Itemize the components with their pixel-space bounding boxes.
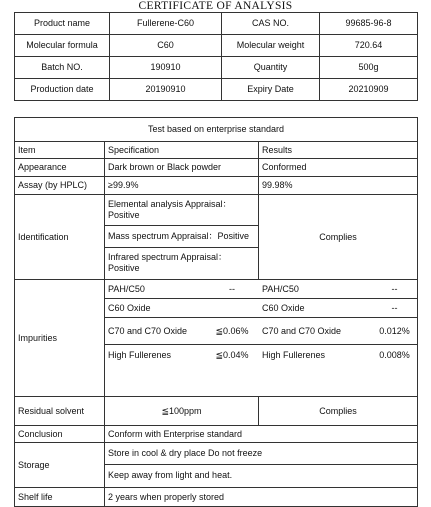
impurity-row bbox=[105, 318, 418, 345]
identification-spec-infrared: Infrared spectrum Appraisal：Positive bbox=[108, 252, 228, 273]
identification-row bbox=[15, 195, 418, 280]
impurity-name: High Fullerenes bbox=[262, 349, 326, 360]
info-row bbox=[15, 13, 418, 35]
standard-note: Test based on enterprise standard bbox=[15, 118, 418, 142]
storage-line: Keep away from light and heat. bbox=[108, 470, 233, 480]
info-row bbox=[15, 79, 418, 101]
impurity-result: 0.008% bbox=[379, 349, 410, 360]
residual-solvent-label: Residual solvent bbox=[15, 397, 105, 426]
impurity-limit bbox=[205, 299, 259, 318]
production-date-value: 20190910 bbox=[110, 79, 222, 101]
assay-label: Assay (by HPLC) bbox=[15, 177, 105, 195]
document-title: CERTIFICATE OF ANALYSIS bbox=[138, 0, 293, 12]
product-name-label: Product name bbox=[15, 13, 110, 35]
assay-result: 99.98% bbox=[259, 177, 418, 195]
impurity-row bbox=[105, 345, 418, 366]
formula-label: Molecular formula bbox=[15, 35, 110, 57]
residual-solvent-row bbox=[15, 397, 418, 426]
assay-row bbox=[15, 177, 418, 195]
impurity-result: 0.012% bbox=[371, 318, 418, 345]
batch-value: 190910 bbox=[110, 57, 222, 79]
impurity-limit: ≦0.06% bbox=[205, 318, 259, 345]
quantity-label: Quantity bbox=[222, 57, 320, 79]
column-header-row bbox=[15, 142, 418, 159]
appearance-result: Conformed bbox=[259, 159, 418, 177]
storage-line: Store in cool & dry place Do not freeze bbox=[105, 443, 417, 465]
impurity-name: C70 and C70 Oxide bbox=[259, 318, 371, 345]
impurity-name: C70 and C70 Oxide bbox=[105, 318, 205, 345]
appearance-spec: Dark brown or Black powder bbox=[105, 159, 259, 177]
identification-spec-mass: Mass spectrum Appraisal：Positive bbox=[105, 225, 258, 247]
impurity-result: -- bbox=[371, 280, 418, 299]
impurity-name: C60 Oxide bbox=[105, 299, 205, 318]
quantity-value: 500g bbox=[320, 57, 418, 79]
weight-label: Molecular weight bbox=[222, 35, 320, 57]
production-date-label: Production date bbox=[15, 79, 110, 101]
info-row bbox=[15, 35, 418, 57]
impurity-name: High Fullerenes bbox=[108, 349, 172, 360]
impurity-row bbox=[105, 299, 418, 318]
shelf-life-label: Shelf life bbox=[15, 488, 105, 507]
column-results: Results bbox=[259, 142, 418, 159]
impurities-grid bbox=[105, 280, 418, 397]
impurity-name: C60 Oxide bbox=[259, 299, 371, 318]
impurity-name: PAH/C50 bbox=[259, 280, 371, 299]
shelf-life-row bbox=[15, 488, 418, 507]
impurity-name: PAH/C50 bbox=[105, 280, 205, 299]
impurity-row bbox=[105, 280, 418, 299]
storage-row bbox=[15, 443, 418, 488]
product-name-value: Fullerene-C60 bbox=[110, 13, 222, 35]
impurity-limit: ≦0.04% bbox=[215, 349, 249, 360]
identification-specs bbox=[105, 195, 259, 280]
standard-note-row bbox=[15, 118, 418, 142]
storage-label: Storage bbox=[15, 443, 105, 488]
cas-label: CAS NO. bbox=[222, 13, 320, 35]
impurities-row bbox=[15, 280, 418, 397]
conclusion-row bbox=[15, 426, 418, 443]
cas-value: 99685-96-8 bbox=[320, 13, 418, 35]
weight-value: 720.64 bbox=[320, 35, 418, 57]
formula-value: C60 bbox=[110, 35, 222, 57]
residual-solvent-result: Complies bbox=[259, 397, 418, 426]
expiry-date-value: 20210909 bbox=[320, 79, 418, 101]
identification-label: Identification bbox=[15, 195, 105, 280]
impurity-result: -- bbox=[371, 299, 418, 318]
appearance-row bbox=[15, 159, 418, 177]
expiry-date-label: Expiry Date bbox=[222, 79, 320, 101]
appearance-label: Appearance bbox=[15, 159, 105, 177]
conclusion-label: Conclusion bbox=[15, 426, 105, 443]
storage-lines bbox=[105, 443, 418, 488]
identification-result: Complies bbox=[259, 195, 418, 280]
residual-solvent-spec: ≦100ppm bbox=[105, 397, 259, 426]
column-item: Item bbox=[15, 142, 105, 159]
batch-label: Batch NO. bbox=[15, 57, 110, 79]
identification-spec-elemental: Elemental analysis Appraisal：Positive bbox=[105, 196, 258, 226]
impurity-limit: -- bbox=[205, 280, 259, 299]
impurities-label: Impurities bbox=[15, 280, 105, 397]
info-row bbox=[15, 57, 418, 79]
column-specification: Specification bbox=[105, 142, 259, 159]
assay-spec: ≥99.9% bbox=[105, 177, 259, 195]
conclusion-value: Conform with Enterprise standard bbox=[105, 426, 418, 443]
product-info-table bbox=[14, 12, 418, 101]
shelf-life-value: 2 years when properly stored bbox=[105, 488, 418, 507]
test-results-table bbox=[14, 117, 418, 507]
